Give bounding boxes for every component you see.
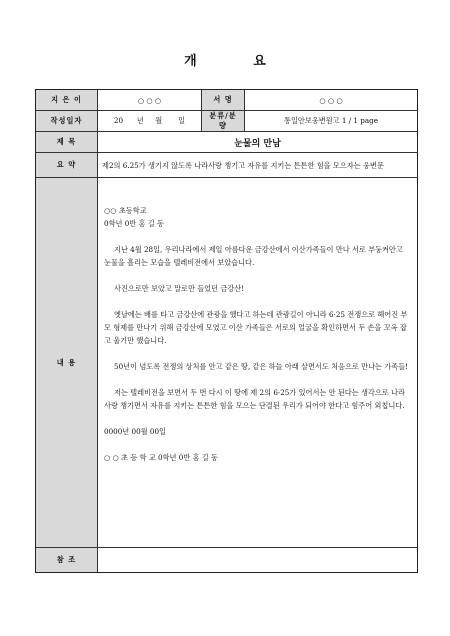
category-label: 분류/분량 <box>202 111 245 132</box>
date-year: 20 <box>113 116 124 125</box>
author-label: 지 은 이 <box>36 90 98 111</box>
content-date: 0000년 00월 00일 <box>104 427 166 436</box>
date-value <box>98 111 202 132</box>
summary-form-table <box>35 89 418 573</box>
content-label: 내 용 <box>36 178 98 548</box>
subject-label: 제 목 <box>36 132 98 153</box>
date-year-unit: 년 <box>136 116 144 125</box>
content-signature: ○ ○ 초 등 학 교 0학년 0반 홍 길 동 <box>104 453 218 462</box>
content-paragraph: 지난 4월 28일, 우리나라에서 제일 아름다운 금강산에서 이산가족들이 만나 서로 부둥켜안고 눈물을 흘리는 모습을 텔레비전에서 보았습니다. <box>104 245 403 267</box>
content-paragraph: 저는 텔레비전을 보면서 두 번 다시 이 땅에 제 2의 6·25가 있어서는 안 된다는 생각으로 나라 사랑 챙기면서 자유를 지키는 튼튼한 힘을 모으는 단결된 우리가 되어야 한다고 힘주어 외칩니다. <box>104 388 405 410</box>
signature-value: ○ ○ ○ <box>245 90 418 111</box>
date-label: 작성일자 <box>36 111 98 132</box>
content-paragraph: 옛날에는 배를 타고 금강산에 관광을 했다고 하는데 관광길이 아니라 6·25 전쟁으로 헤어진 부모 형제를 만나기 위해 금강산에 모였고 이산 가족들은 서로의 얼굴을 확인하면서 두 손을 꼬옥 잡고 울기만 했습니다. <box>104 310 408 345</box>
summary-value: 제2의 6.25가 생기지 않도록 나라사랑 챙기고 자유를 지키는 튼튼한 힘을 모으자는 웅변문 <box>98 153 418 178</box>
reference-value <box>98 548 418 573</box>
content-paragraph: 50년이 넘도록 전쟁의 상처를 안고 같은 땅, 같은 하늘 아래 살면서도 처음으로 만나는 가족들! <box>114 362 408 371</box>
content-body <box>98 178 418 548</box>
page-title: 개 요 <box>184 54 292 69</box>
reference-label: 참 조 <box>36 548 98 573</box>
author-value: ○ ○ ○ <box>98 90 202 111</box>
date-month-unit: 월 <box>155 116 163 125</box>
date-day-unit: 일 <box>178 116 186 125</box>
category-value: 통일안보웅변원고 1 / 1 page <box>245 111 418 132</box>
content-paragraph: 사진으로만 보았고 말로만 들었던 금강산! <box>114 284 245 293</box>
subject-value: 눈물의 만남 <box>98 132 418 153</box>
summary-label: 요 약 <box>36 153 98 178</box>
content-greeting-school: ○○ 초등학교 <box>104 206 147 215</box>
signature-label: 서 명 <box>202 90 245 111</box>
content-greeting-name: 0학년 0반 홍 길 동 <box>104 219 164 228</box>
